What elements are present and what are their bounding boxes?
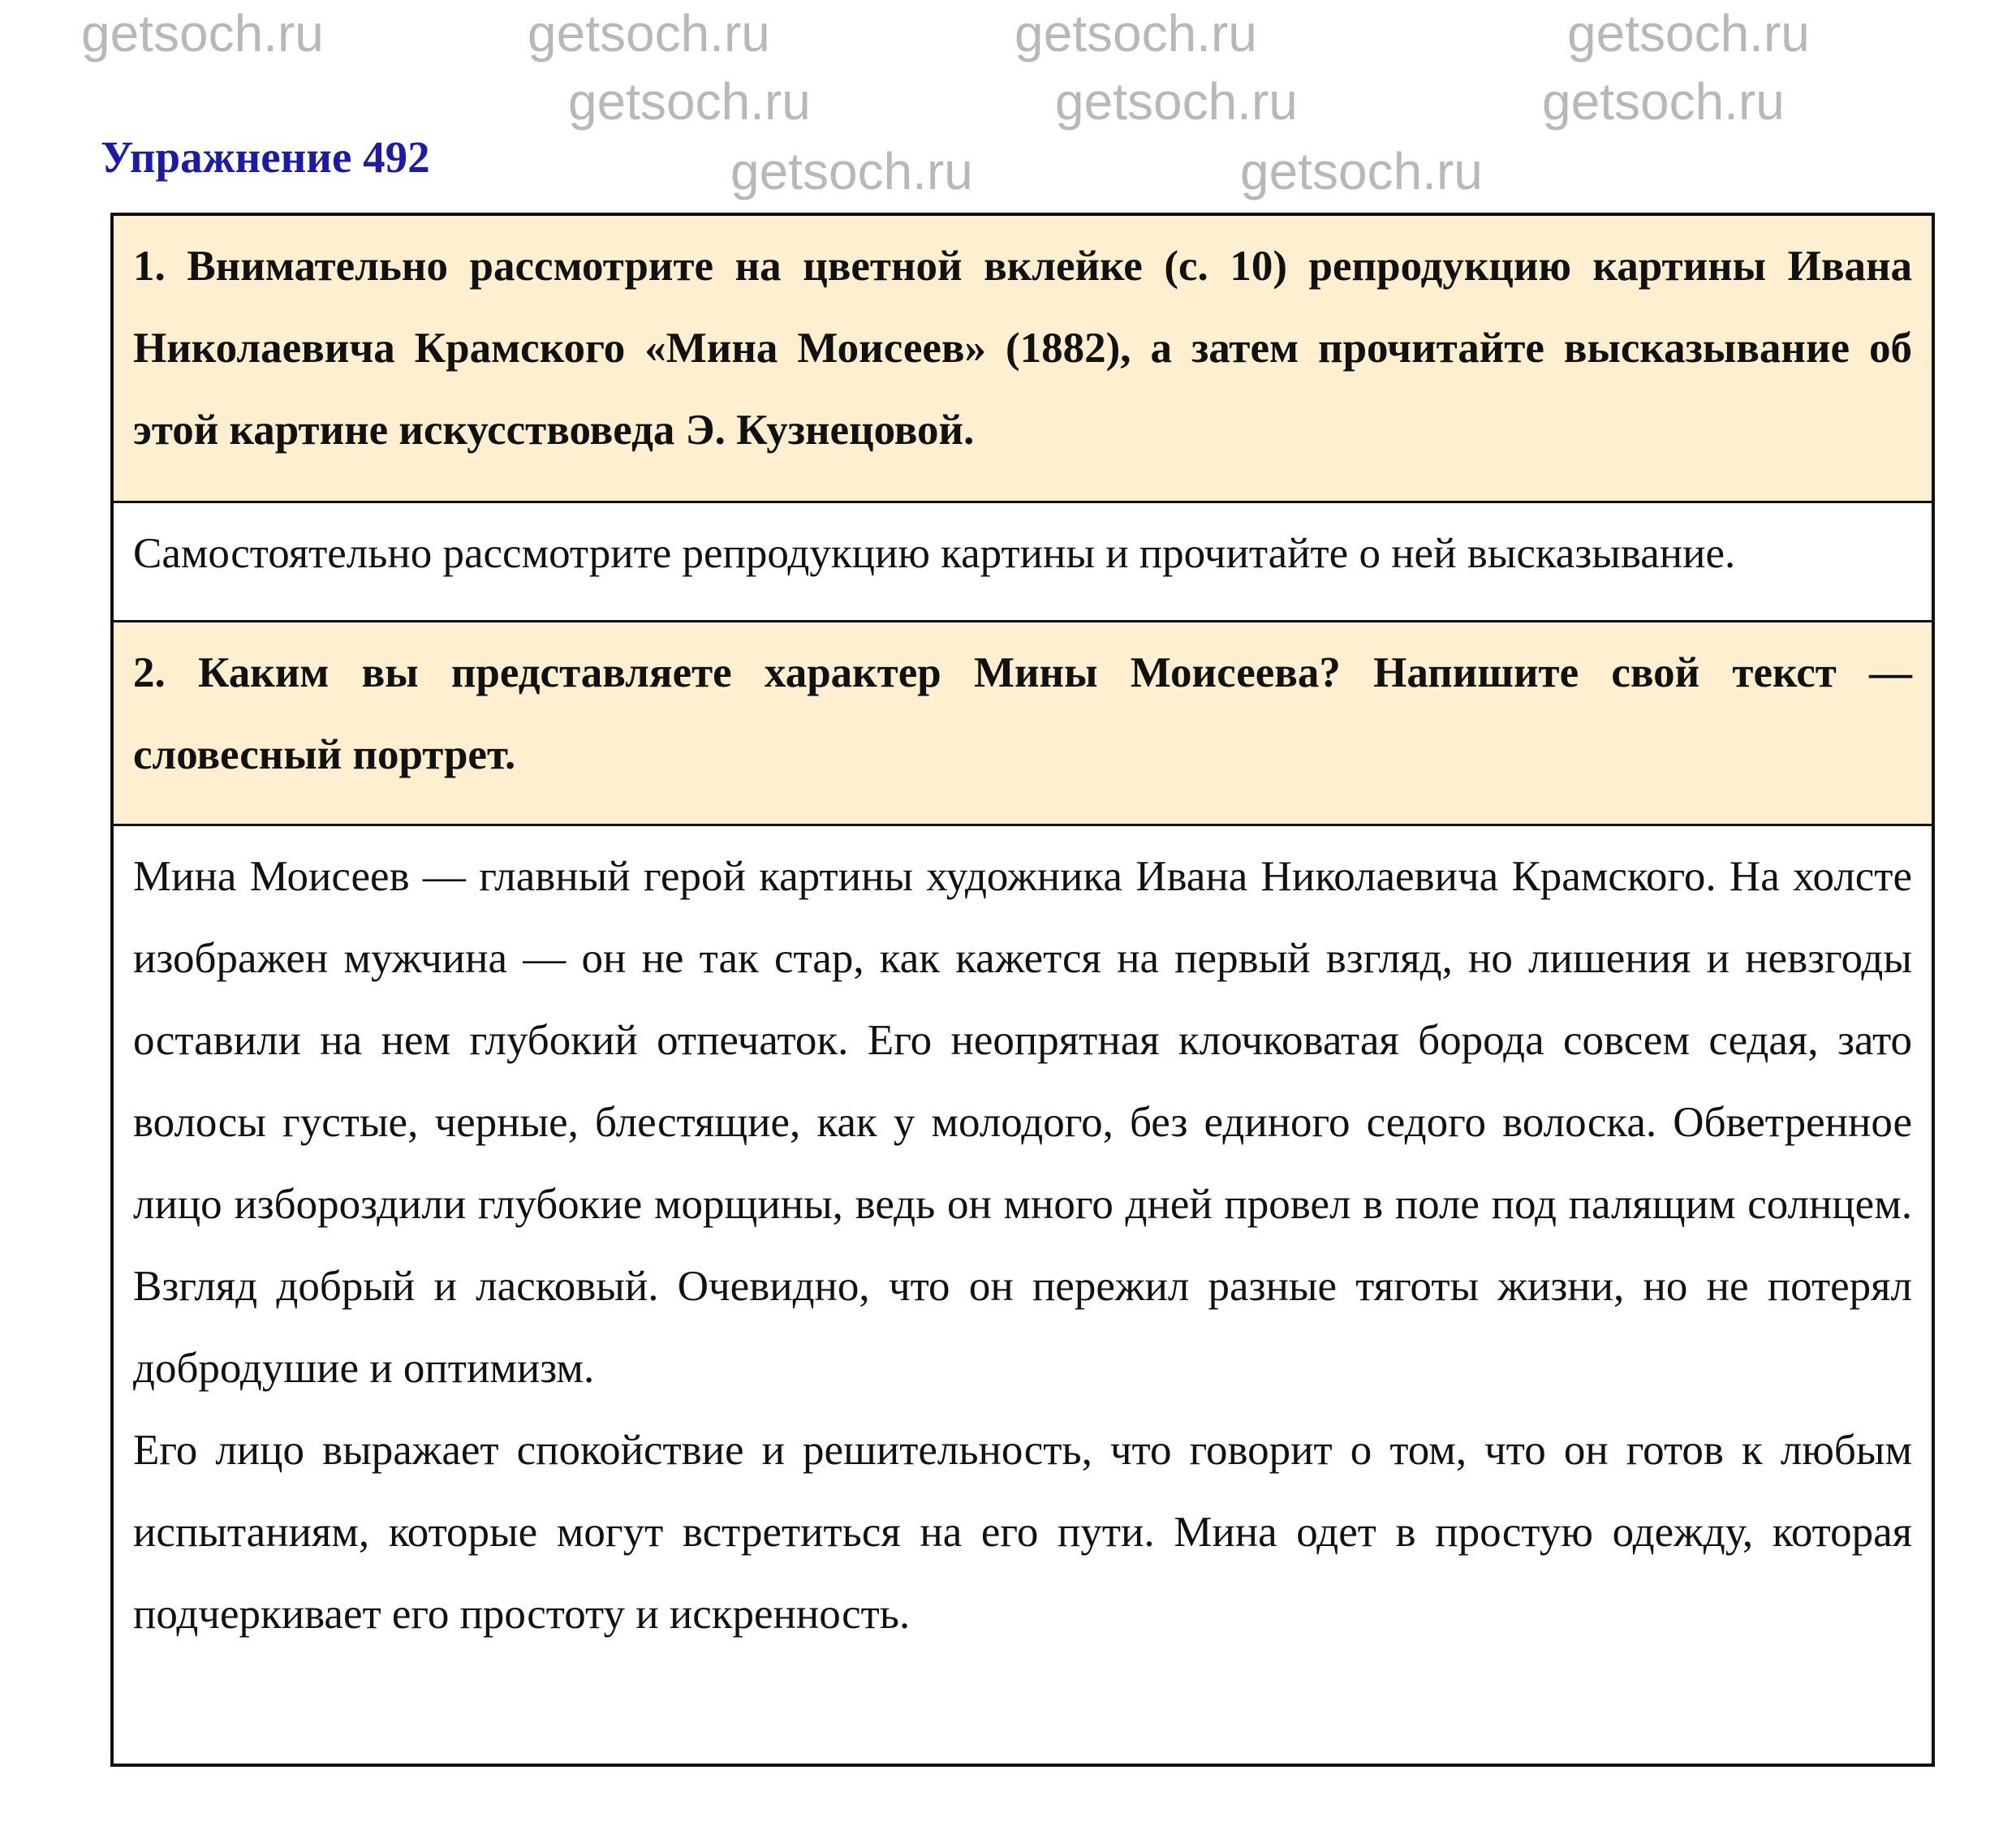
watermark: getsoch.ru [1055,72,1298,131]
watermark: getsoch.ru [81,4,324,62]
exercise-title: Упражнение 492 [101,132,430,182]
watermark: getsoch.ru [730,142,973,200]
answer-paragraph: Его лицо выражает спокойствие и решительность, что говорит о том, что он готов к любым испытаниям, которые могут встретиться на его пути. Мина одет в простую одежду, которая подчеркивает его простоту и искренность. [133,1427,1912,1638]
task-1-question: 1. Внимательно рассмотрите на цветной вклейке (с. 10) репродукцию картины Ивана Николаевича Крамского «Мина Моисеев» (1882), а затем прочитайте высказывание об этой картине искусствоведа Э. Кузнецовой. [114,216,1932,501]
answer-paragraph: Мина Моисеев — главный герой картины художника Ивана Николаевича Крамского. На холсте изображен мужчина — он не так стар, как кажется на первый взгляд, но лишения и невзгоды оставили на нем глубокий отпечаток. Его неопрятная клочковатая борода совсем седая, зато волосы густые, черные, блестящие, как у молодого, без единого седого волоска. Обветренное лицо избороздили глубокие морщины, ведь он много дней провел в поле под палящим солнцем. Взгляд добрый и ласковый. Очевидно, что он пережил разные тяготы жизни, но не потерял добродушие и оптимизм. [133,853,1912,1392]
watermark: getsoch.ru [1014,4,1257,62]
task-2-question: 2. Каким вы представляете характер Мины Моисеева? Напишите свой текст — словесный портрет. [114,620,1932,824]
watermark: getsoch.ru [1240,142,1483,200]
watermark: getsoch.ru [528,4,770,62]
watermark: getsoch.ru [1542,72,1785,131]
task-1-answer: Самостоятельно рассмотрите репродукцию картины и прочитайте о ней высказывание. [114,501,1932,620]
watermark: getsoch.ru [1567,4,1810,62]
watermark: getsoch.ru [568,72,811,131]
task-2-answer [114,824,1932,1764]
exercise-table [110,213,1935,1767]
